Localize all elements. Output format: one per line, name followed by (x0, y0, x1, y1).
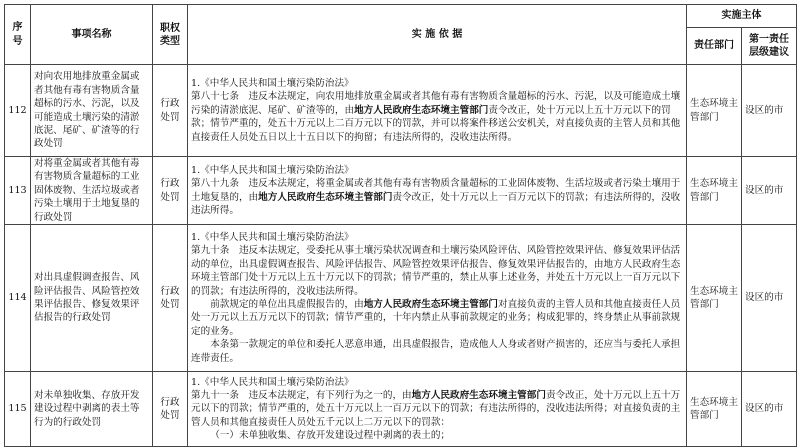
basis-paragraph (191, 376, 683, 389)
row-seq: 112 (5, 65, 31, 157)
basis-text: 1.《中华人民共和国土壤污染防治法》 (191, 77, 354, 89)
row-dept: 生态环境主管部门 (687, 372, 742, 447)
row-basis (188, 372, 687, 447)
basis-paragraph (191, 429, 683, 442)
responsible-authority: 地方人民政府生态环境主管部门 (354, 104, 489, 116)
table-row (5, 372, 797, 447)
basis-paragraph (191, 177, 683, 217)
row-category: 行政处罚 (153, 157, 188, 225)
row-category: 行政处罚 (153, 65, 188, 157)
basis-text: 对直接负责的主管人员和其他直接责任人员处一万元以上五万元以下的罚款；情节严重的，十年内禁止从事前款规定的业务；构成犯罪的，终身禁止从事前款规定的业务。 (191, 299, 681, 337)
table-row (5, 65, 797, 157)
row-level: 设区的市 (742, 157, 797, 225)
row-item-name: 对出具虚假调查报告、风险评估报告、风险管控效果评估报告、修复效果评估报告的行政处罚 (31, 225, 153, 372)
basis-text: 1.《中华人民共和国土壤污染防治法》 (191, 232, 354, 243)
basis-text: 前款规定的单位出具虚假报告的，由 (210, 299, 364, 311)
row-category: 行政处罚 (153, 225, 188, 372)
header-level: 第一责任 层级建议 (742, 28, 797, 65)
table-row (5, 225, 797, 372)
basis-paragraph (191, 338, 683, 365)
row-level: 设区的市 (742, 225, 797, 372)
header-category: 职权 类型 (153, 5, 188, 65)
row-level: 设区的市 (742, 65, 797, 157)
row-seq: 114 (5, 225, 31, 372)
row-basis (188, 225, 687, 372)
basis-text: （一）未单独收集、存放开发建设过程中剥离的表土的； (210, 430, 451, 442)
basis-paragraph (191, 298, 683, 338)
row-category: 行政处罚 (153, 372, 188, 447)
row-basis (188, 157, 687, 225)
basis-text: 第八十九条 违反本法规定，将重金属或者其他有毒有害物质含量超标的工业固体废物、生活垃圾或者污染土壤用于土地复垦的，由 (191, 178, 681, 203)
basis-paragraph (191, 244, 683, 298)
row-basis (188, 65, 687, 157)
header-basis: 实 施 依 据 (188, 5, 687, 65)
responsible-authority: 地方人民政府生态环境主管部门 (258, 191, 393, 203)
basis-text: 第九十条 违反本法规定，受委托从事土壤污染状况调查和土壤污染风险评估、风险管控效果评估、修复效果评估活动的单位，出具虚假调查报告、风险评估报告、风险管控效果评估报告、修复效果评估报告的，由地方人民政府生态环境主管部门处十万元以上五十万元以下的罚款；情节严重的，禁止从事上述业务，并处五十万元以上一百万元以下的罚款；有违法所得的，没收违法所得。 (191, 245, 681, 297)
regulation-table (4, 4, 797, 447)
row-dept: 生态环境主管部门 (687, 225, 742, 372)
row-dept: 生态环境主管部门 (687, 157, 742, 225)
header-subject: 实施主体 (687, 5, 797, 28)
basis-paragraph (191, 164, 683, 177)
row-item-name: 对向农用地排放重金属或者其他有毒有害物质含量超标的污水、污泥，以及可能造成土壤污染的清淤底泥、尾矿、矿渣等的行政处罚 (31, 65, 153, 157)
row-level: 设区的市 (742, 372, 797, 447)
basis-text: 责令改正，处十万元以上一百万元以下的罚款；有违法所得的，没收违法所得。 (191, 191, 681, 216)
basis-text: 1.《中华人民共和国土壤污染防治法》 (191, 376, 354, 388)
basis-text: 第九十一条 违反本法规定，有下列行为之一的，由 (191, 389, 412, 401)
row-dept: 生态环境主管部门 (687, 65, 742, 157)
responsible-authority: 地方人民政府生态环境主管部门 (411, 389, 546, 401)
row-seq: 115 (5, 372, 31, 447)
basis-text: 责令改正，处十万元以上五十万元以下的罚款；情节严重的，处五十万元以上二百万元以下的罚款，并可以将案件移送公安机关，对直接负责的主管人员和其他直接责任人员处五日以上十五日以下的拘留；有违法所得的，没收违法所得。 (191, 104, 681, 143)
row-item-name: 对未单独收集、存放开发建设过程中剥离的表土等行为的行政处罚 (31, 372, 153, 447)
basis-text: 第八十七条 违反本法规定，向农用地排放重金属或者其他有毒有害物质含量超标的污水、污泥，以及可能造成土壤污染的清淤底泥、尾矿、矿渣等的，由 (191, 91, 681, 116)
basis-paragraph (191, 389, 683, 429)
basis-paragraph (191, 90, 683, 144)
basis-text: 1.《中华人民共和国土壤污染防治法》 (191, 164, 354, 176)
row-seq: 113 (5, 157, 31, 225)
basis-paragraph (191, 77, 683, 90)
header-item-name: 事项名称 (31, 5, 153, 65)
basis-paragraph (191, 231, 683, 244)
header-dept: 责任部门 (687, 28, 742, 65)
row-item-name: 对将重金属或者其他有毒有害物质含量超标的工业固体废物、生活垃圾或者污染土壤用于土地复垦的行政处罚 (31, 157, 153, 225)
basis-text: 责令改正，处十万元以上五十万元以下的罚款；情节严重的，处五十万元以上一百万元以下的罚款；有违法所得的，没收违法所得；对直接负责的主管人员和其他直接责任人员处五千元以上二万元以下的罚款： (191, 389, 681, 428)
table-row (5, 157, 797, 225)
basis-text: 本条第一款规定的单位和委托人恶意串通，出具虚假报告，造成他人人身或者财产损害的，还应当与委托人承担连带责任。 (191, 339, 681, 364)
header-seq: 序号 (5, 5, 31, 65)
responsible-authority: 地方人民政府生态环境主管部门 (363, 299, 498, 311)
